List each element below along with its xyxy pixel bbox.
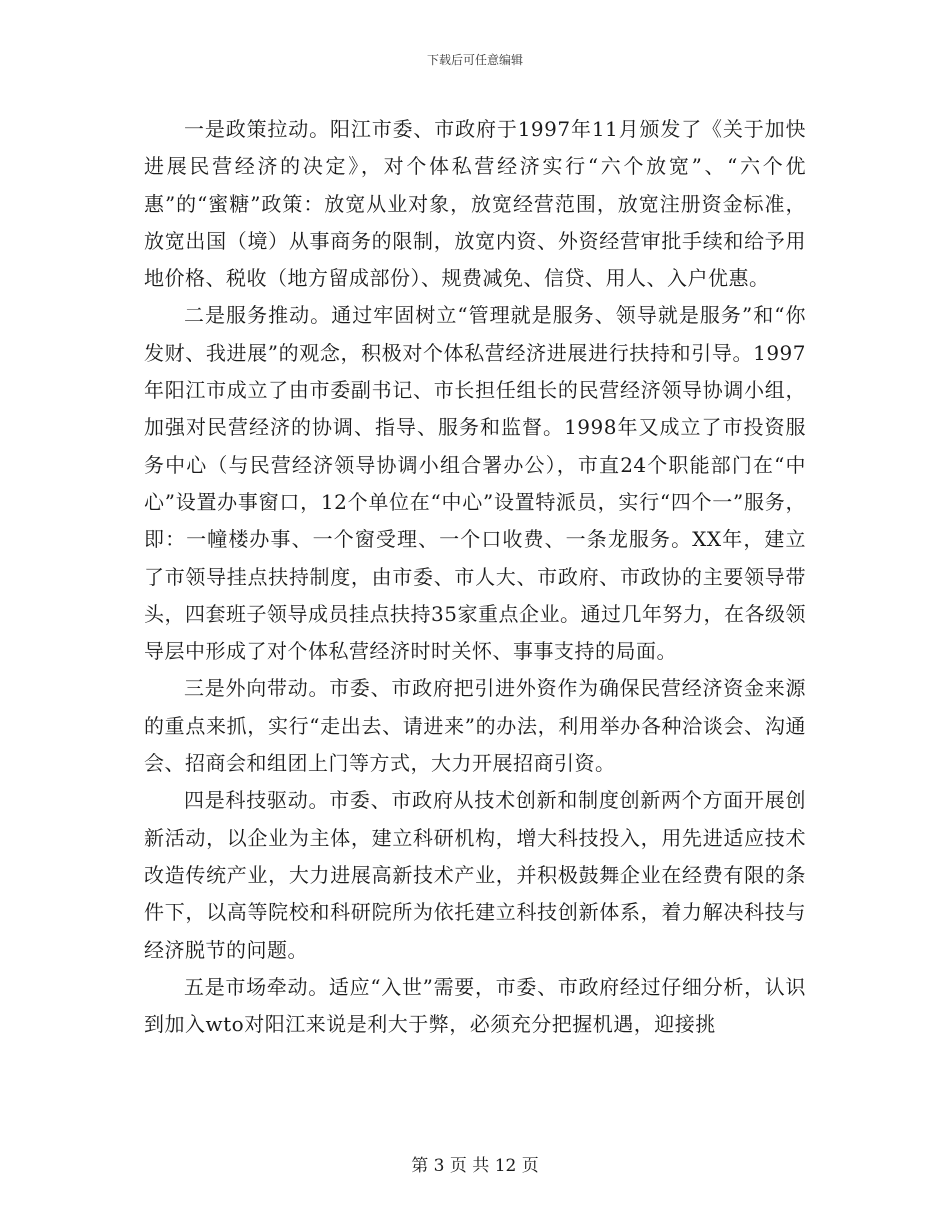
page-number-footer: 第 3 页 共 12 页 [411, 1156, 539, 1176]
page-header: 下载后可任意编辑 [426, 53, 523, 67]
paragraph-policy: 一是政策拉动。阳江市委、市政府于1997年11月颁发了《关于加快进展民营经济的决定》，对个体私营经济实行“六个放宽”、“六个优惠”的“蜜糖”政策：放宽从业对象，放宽经营范围，放宽注册资金标准，放宽出国（境）从事商务的限制，放宽内资、外资经营审批手续和给予用地价格、税收（地方留成部份）、规费减免、信贷、用人、入户优惠。 [144, 117, 806, 291]
paragraph-outward: 三是外向带动。市委、市政府把引进外资作为确保民营经济资金来源的重点来抓，实行“走出去、请进来”的办法，利用举办各种洽谈会、沟通会、招商会和组团上门等方式，大力开展招商引资。 [144, 676, 806, 776]
paragraph-market: 五是市场牵动。适应“入世”需要，市委、市政府经过仔细分析，认识到加入wto对阳江来说是利大于弊，必须充分把握机遇，迎接挑 [144, 974, 806, 1037]
paragraph-technology: 四是科技驱动。市委、市政府从技术创新和制度创新两个方面开展创新活动，以企业为主体，建立科研机构，增大科技投入，用先进适应技术改造传统产业，大力进展高新技术产业，并积极鼓舞企业在经费有限的条件下，以高等院校和科研院所为依托建立科技创新体系，着力解决科技与经济脱节的问题。 [144, 788, 806, 962]
paragraph-service: 二是服务推动。通过牢固树立“管理就是服务、领导就是服务”和“你发财、我进展”的观念，积极对个体私营经济进展进行扶持和引导。1997年阳江市成立了由市委副书记、市长担任组长的民营经济领导协调小组，加强对民营经济的协调、指导、服务和监督。1998年又成立了市投资服务中心（与民营经济领导协调小组合署办公），市直24个职能部门在“中心”设置办事窗口，12个单位在“中心”设置特派员，实行“四个一”服务，即：一幢楼办事、一个窗受理、一个口收费、一条龙服务。XX年，建立了市领导挂点扶持制度，由市委、市人大、市政府、市政协的主要领导带头，四套班子领导成员挂点扶持35家重点企业。通过几年努力，在各级领导层中形成了对个体私营经济时时关怀、事事支持的局面。 [144, 303, 806, 664]
document-body [144, 111, 806, 1043]
